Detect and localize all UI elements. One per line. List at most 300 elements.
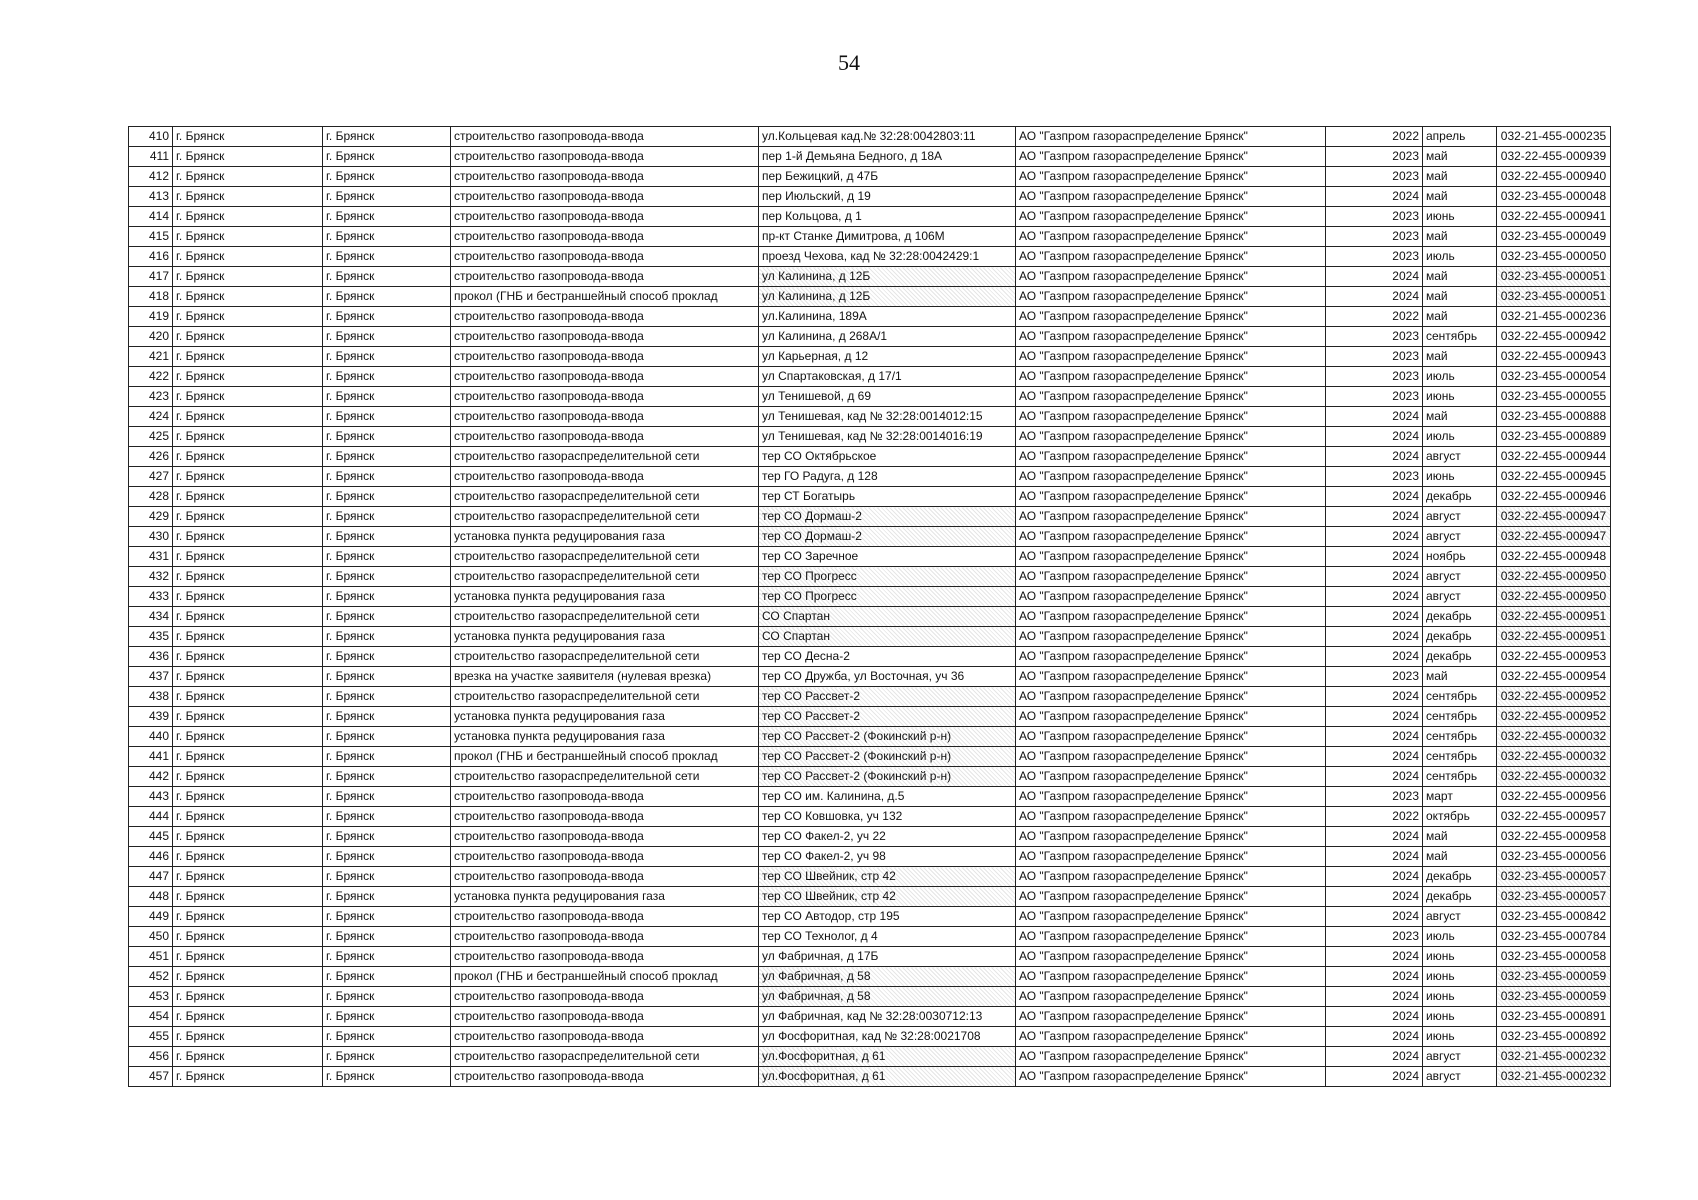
cell-locality-1: г. Брянск bbox=[173, 947, 323, 967]
cell-address: тер СО Швейник, стр 42 bbox=[759, 867, 1016, 887]
cell-month: июль bbox=[1423, 247, 1497, 267]
cell-registry-code: 032-22-455-000941 bbox=[1497, 207, 1611, 227]
cell-year: 2024 bbox=[1326, 827, 1423, 847]
cell-organization: АО "Газпром газораспределение Брянск" bbox=[1016, 807, 1326, 827]
cell-locality-1: г. Брянск bbox=[173, 867, 323, 887]
cell-month: май bbox=[1423, 147, 1497, 167]
cell-year: 2024 bbox=[1326, 847, 1423, 867]
cell-locality-2: г. Брянск bbox=[323, 787, 451, 807]
cell-month: август bbox=[1423, 447, 1497, 467]
cell-address: ул Фабричная, кад № 32:28:0030712:13 bbox=[759, 1007, 1016, 1027]
cell-year: 2024 bbox=[1326, 287, 1423, 307]
cell-work-type: установка пункта редуцирования газа bbox=[451, 727, 759, 747]
cell-work-type: строительство газопровода-ввода bbox=[451, 1007, 759, 1027]
cell-month: март bbox=[1423, 787, 1497, 807]
cell-row-number: 452 bbox=[129, 967, 173, 987]
cell-locality-2: г. Брянск bbox=[323, 127, 451, 147]
cell-registry-code: 032-23-455-000058 bbox=[1497, 947, 1611, 967]
cell-locality-2: г. Брянск bbox=[323, 307, 451, 327]
cell-organization: АО "Газпром газораспределение Брянск" bbox=[1016, 1047, 1326, 1067]
table-row bbox=[129, 167, 1611, 187]
cell-work-type: установка пункта редуцирования газа bbox=[451, 527, 759, 547]
cell-locality-1: г. Брянск bbox=[173, 887, 323, 907]
cell-locality-1: г. Брянск bbox=[173, 707, 323, 727]
cell-locality-2: г. Брянск bbox=[323, 547, 451, 567]
cell-year: 2024 bbox=[1326, 1067, 1423, 1087]
cell-locality-1: г. Брянск bbox=[173, 147, 323, 167]
cell-locality-1: г. Брянск bbox=[173, 407, 323, 427]
cell-organization: АО "Газпром газораспределение Брянск" bbox=[1016, 707, 1326, 727]
cell-address: СО Спартан bbox=[759, 607, 1016, 627]
table-row bbox=[129, 927, 1611, 947]
cell-row-number: 432 bbox=[129, 567, 173, 587]
table-row bbox=[129, 567, 1611, 587]
cell-locality-2: г. Брянск bbox=[323, 287, 451, 307]
cell-month: август bbox=[1423, 567, 1497, 587]
cell-locality-2: г. Брянск bbox=[323, 587, 451, 607]
cell-month: май bbox=[1423, 187, 1497, 207]
cell-month: июнь bbox=[1423, 387, 1497, 407]
cell-month: июль bbox=[1423, 367, 1497, 387]
cell-work-type: строительство газопровода-ввода bbox=[451, 267, 759, 287]
table-row bbox=[129, 507, 1611, 527]
cell-registry-code: 032-23-455-000055 bbox=[1497, 387, 1611, 407]
cell-year: 2024 bbox=[1326, 747, 1423, 767]
cell-row-number: 441 bbox=[129, 747, 173, 767]
cell-address: ул Калинина, д 12Б bbox=[759, 287, 1016, 307]
cell-organization: АО "Газпром газораспределение Брянск" bbox=[1016, 407, 1326, 427]
cell-organization: АО "Газпром газораспределение Брянск" bbox=[1016, 907, 1326, 927]
cell-registry-code: 032-23-455-000054 bbox=[1497, 367, 1611, 387]
cell-locality-2: г. Брянск bbox=[323, 147, 451, 167]
cell-year: 2023 bbox=[1326, 667, 1423, 687]
cell-registry-code: 032-22-455-000958 bbox=[1497, 827, 1611, 847]
cell-address: тер СО Рассвет-2 bbox=[759, 687, 1016, 707]
cell-locality-2: г. Брянск bbox=[323, 347, 451, 367]
cell-organization: АО "Газпром газораспределение Брянск" bbox=[1016, 927, 1326, 947]
cell-work-type: строительство газопровода-ввода bbox=[451, 227, 759, 247]
cell-registry-code: 032-23-455-000059 bbox=[1497, 967, 1611, 987]
cell-month: декабрь bbox=[1423, 647, 1497, 667]
cell-registry-code: 032-22-455-000032 bbox=[1497, 767, 1611, 787]
table-row bbox=[129, 247, 1611, 267]
table-row bbox=[129, 487, 1611, 507]
cell-work-type: строительство газораспределительной сети bbox=[451, 647, 759, 667]
cell-organization: АО "Газпром газораспределение Брянск" bbox=[1016, 667, 1326, 687]
cell-row-number: 416 bbox=[129, 247, 173, 267]
cell-locality-2: г. Брянск bbox=[323, 647, 451, 667]
cell-locality-1: г. Брянск bbox=[173, 987, 323, 1007]
cell-month: сентябрь bbox=[1423, 727, 1497, 747]
cell-locality-1: г. Брянск bbox=[173, 687, 323, 707]
cell-locality-2: г. Брянск bbox=[323, 707, 451, 727]
registry-rows bbox=[129, 127, 1611, 1087]
table-row bbox=[129, 307, 1611, 327]
cell-organization: АО "Газпром газораспределение Брянск" bbox=[1016, 467, 1326, 487]
cell-row-number: 429 bbox=[129, 507, 173, 527]
cell-locality-2: г. Брянск bbox=[323, 227, 451, 247]
cell-address: ул Тенишевая, кад № 32:28:0014012:15 bbox=[759, 407, 1016, 427]
cell-locality-1: г. Брянск bbox=[173, 907, 323, 927]
cell-row-number: 453 bbox=[129, 987, 173, 1007]
cell-locality-2: г. Брянск bbox=[323, 487, 451, 507]
cell-registry-code: 032-22-455-000939 bbox=[1497, 147, 1611, 167]
cell-address: тер СО им. Калинина, д.5 bbox=[759, 787, 1016, 807]
table-row bbox=[129, 367, 1611, 387]
cell-work-type: строительство газораспределительной сети bbox=[451, 487, 759, 507]
cell-year: 2023 bbox=[1326, 467, 1423, 487]
cell-locality-2: г. Брянск bbox=[323, 167, 451, 187]
cell-address: тер СО Прогресс bbox=[759, 587, 1016, 607]
cell-locality-1: г. Брянск bbox=[173, 427, 323, 447]
cell-registry-code: 032-22-455-000952 bbox=[1497, 707, 1611, 727]
cell-month: август bbox=[1423, 587, 1497, 607]
cell-address: тер СО Ковшовка, уч 132 bbox=[759, 807, 1016, 827]
cell-row-number: 440 bbox=[129, 727, 173, 747]
cell-address: тер СО Факел-2, уч 22 bbox=[759, 827, 1016, 847]
cell-registry-code: 032-23-455-000051 bbox=[1497, 267, 1611, 287]
cell-address: ул.Калинина, 189А bbox=[759, 307, 1016, 327]
cell-address: пер 1-й Демьяна Бедного, д 18А bbox=[759, 147, 1016, 167]
cell-locality-1: г. Брянск bbox=[173, 967, 323, 987]
table-row bbox=[129, 1007, 1611, 1027]
cell-address: пер Июльский, д 19 bbox=[759, 187, 1016, 207]
table-row bbox=[129, 387, 1611, 407]
cell-month: ноябрь bbox=[1423, 547, 1497, 567]
cell-locality-1: г. Брянск bbox=[173, 287, 323, 307]
cell-row-number: 419 bbox=[129, 307, 173, 327]
cell-row-number: 456 bbox=[129, 1047, 173, 1067]
cell-locality-1: г. Брянск bbox=[173, 727, 323, 747]
cell-locality-2: г. Брянск bbox=[323, 1007, 451, 1027]
cell-month: сентябрь bbox=[1423, 327, 1497, 347]
cell-month: декабрь bbox=[1423, 887, 1497, 907]
cell-registry-code: 032-21-455-000235 bbox=[1497, 127, 1611, 147]
cell-organization: АО "Газпром газораспределение Брянск" bbox=[1016, 787, 1326, 807]
cell-row-number: 434 bbox=[129, 607, 173, 627]
cell-year: 2023 bbox=[1326, 787, 1423, 807]
cell-organization: АО "Газпром газораспределение Брянск" bbox=[1016, 307, 1326, 327]
cell-year: 2023 bbox=[1326, 247, 1423, 267]
cell-year: 2024 bbox=[1326, 187, 1423, 207]
cell-year: 2024 bbox=[1326, 947, 1423, 967]
cell-year: 2024 bbox=[1326, 887, 1423, 907]
cell-row-number: 446 bbox=[129, 847, 173, 867]
cell-registry-code: 032-22-455-000951 bbox=[1497, 627, 1611, 647]
cell-locality-1: г. Брянск bbox=[173, 367, 323, 387]
cell-work-type: строительство газораспределительной сети bbox=[451, 1047, 759, 1067]
cell-month: июнь bbox=[1423, 467, 1497, 487]
cell-month: август bbox=[1423, 507, 1497, 527]
cell-row-number: 430 bbox=[129, 527, 173, 547]
cell-year: 2024 bbox=[1326, 1027, 1423, 1047]
cell-work-type: строительство газопровода-ввода bbox=[451, 947, 759, 967]
cell-row-number: 410 bbox=[129, 127, 173, 147]
table-row bbox=[129, 1047, 1611, 1067]
cell-month: сентябрь bbox=[1423, 707, 1497, 727]
cell-work-type: строительство газопровода-ввода bbox=[451, 247, 759, 267]
cell-locality-2: г. Брянск bbox=[323, 507, 451, 527]
cell-locality-1: г. Брянск bbox=[173, 187, 323, 207]
cell-address: ул Тенишевой, д 69 bbox=[759, 387, 1016, 407]
cell-locality-2: г. Брянск bbox=[323, 427, 451, 447]
cell-month: июнь bbox=[1423, 1007, 1497, 1027]
cell-work-type: строительство газопровода-ввода bbox=[451, 387, 759, 407]
table-row bbox=[129, 907, 1611, 927]
cell-work-type: строительство газопровода-ввода bbox=[451, 807, 759, 827]
cell-organization: АО "Газпром газораспределение Брянск" bbox=[1016, 607, 1326, 627]
cell-organization: АО "Газпром газораспределение Брянск" bbox=[1016, 1007, 1326, 1027]
cell-organization: АО "Газпром газораспределение Брянск" bbox=[1016, 987, 1326, 1007]
cell-work-type: строительство газопровода-ввода bbox=[451, 1067, 759, 1087]
cell-row-number: 424 bbox=[129, 407, 173, 427]
cell-registry-code: 032-22-455-000950 bbox=[1497, 587, 1611, 607]
cell-row-number: 412 bbox=[129, 167, 173, 187]
table-row bbox=[129, 347, 1611, 367]
cell-month: июнь bbox=[1423, 1027, 1497, 1047]
cell-year: 2024 bbox=[1326, 587, 1423, 607]
cell-row-number: 426 bbox=[129, 447, 173, 467]
cell-year: 2023 bbox=[1326, 227, 1423, 247]
cell-address: пер Кольцова, д 1 bbox=[759, 207, 1016, 227]
cell-month: май bbox=[1423, 667, 1497, 687]
cell-locality-1: г. Брянск bbox=[173, 127, 323, 147]
cell-locality-1: г. Брянск bbox=[173, 1067, 323, 1087]
cell-work-type: врезка на участке заявителя (нулевая врезка) bbox=[451, 667, 759, 687]
cell-month: декабрь bbox=[1423, 867, 1497, 887]
cell-address: ул Калинина, д 268А/1 bbox=[759, 327, 1016, 347]
cell-locality-2: г. Брянск bbox=[323, 607, 451, 627]
cell-registry-code: 032-22-455-000946 bbox=[1497, 487, 1611, 507]
cell-work-type: строительство газопровода-ввода bbox=[451, 147, 759, 167]
cell-work-type: строительство газопровода-ввода bbox=[451, 827, 759, 847]
cell-locality-1: г. Брянск bbox=[173, 327, 323, 347]
cell-address: тер СО Рассвет-2 (Фокинский р-н) bbox=[759, 747, 1016, 767]
cell-locality-1: г. Брянск bbox=[173, 807, 323, 827]
cell-row-number: 414 bbox=[129, 207, 173, 227]
cell-registry-code: 032-23-455-000057 bbox=[1497, 887, 1611, 907]
cell-year: 2024 bbox=[1326, 687, 1423, 707]
cell-locality-2: г. Брянск bbox=[323, 1027, 451, 1047]
cell-row-number: 431 bbox=[129, 547, 173, 567]
cell-month: октябрь bbox=[1423, 807, 1497, 827]
cell-organization: АО "Газпром газораспределение Брянск" bbox=[1016, 347, 1326, 367]
cell-row-number: 455 bbox=[129, 1027, 173, 1047]
cell-organization: АО "Газпром газораспределение Брянск" bbox=[1016, 887, 1326, 907]
cell-organization: АО "Газпром газораспределение Брянск" bbox=[1016, 327, 1326, 347]
table-row bbox=[129, 207, 1611, 227]
cell-month: май bbox=[1423, 847, 1497, 867]
cell-locality-2: г. Брянск bbox=[323, 807, 451, 827]
cell-organization: АО "Газпром газораспределение Брянск" bbox=[1016, 727, 1326, 747]
cell-organization: АО "Газпром газораспределение Брянск" bbox=[1016, 547, 1326, 567]
cell-row-number: 451 bbox=[129, 947, 173, 967]
cell-registry-code: 032-22-455-000947 bbox=[1497, 507, 1611, 527]
cell-year: 2024 bbox=[1326, 547, 1423, 567]
cell-year: 2023 bbox=[1326, 167, 1423, 187]
cell-organization: АО "Газпром газораспределение Брянск" bbox=[1016, 447, 1326, 467]
cell-year: 2023 bbox=[1326, 927, 1423, 947]
cell-locality-2: г. Брянск bbox=[323, 887, 451, 907]
table-row bbox=[129, 527, 1611, 547]
cell-organization: АО "Газпром газораспределение Брянск" bbox=[1016, 127, 1326, 147]
cell-address: тер СО Факел-2, уч 98 bbox=[759, 847, 1016, 867]
cell-organization: АО "Газпром газораспределение Брянск" bbox=[1016, 227, 1326, 247]
cell-year: 2024 bbox=[1326, 607, 1423, 627]
cell-work-type: строительство газопровода-ввода bbox=[451, 1027, 759, 1047]
cell-locality-1: г. Брянск bbox=[173, 387, 323, 407]
cell-address: ул.Фосфоритная, д 61 bbox=[759, 1047, 1016, 1067]
cell-month: май bbox=[1423, 407, 1497, 427]
cell-row-number: 435 bbox=[129, 627, 173, 647]
cell-locality-1: г. Брянск bbox=[173, 227, 323, 247]
cell-registry-code: 032-22-455-000945 bbox=[1497, 467, 1611, 487]
cell-registry-code: 032-22-455-000940 bbox=[1497, 167, 1611, 187]
table-row bbox=[129, 447, 1611, 467]
cell-row-number: 443 bbox=[129, 787, 173, 807]
table-row bbox=[129, 787, 1611, 807]
cell-month: август bbox=[1423, 1067, 1497, 1087]
cell-row-number: 449 bbox=[129, 907, 173, 927]
table-row bbox=[129, 547, 1611, 567]
cell-organization: АО "Газпром газораспределение Брянск" bbox=[1016, 967, 1326, 987]
cell-address: тер СО Рассвет-2 (Фокинский р-н) bbox=[759, 767, 1016, 787]
cell-work-type: строительство газораспределительной сети bbox=[451, 507, 759, 527]
cell-locality-1: г. Брянск bbox=[173, 787, 323, 807]
cell-registry-code: 032-22-455-000942 bbox=[1497, 327, 1611, 347]
table-row bbox=[129, 727, 1611, 747]
cell-registry-code: 032-22-455-000954 bbox=[1497, 667, 1611, 687]
cell-locality-2: г. Брянск bbox=[323, 187, 451, 207]
cell-row-number: 445 bbox=[129, 827, 173, 847]
cell-locality-1: г. Брянск bbox=[173, 447, 323, 467]
cell-row-number: 423 bbox=[129, 387, 173, 407]
cell-month: апрель bbox=[1423, 127, 1497, 147]
cell-row-number: 411 bbox=[129, 147, 173, 167]
cell-year: 2022 bbox=[1326, 127, 1423, 147]
cell-work-type: прокол (ГНБ и бестраншейный способ проклад bbox=[451, 287, 759, 307]
cell-address: тер СО Рассвет-2 bbox=[759, 707, 1016, 727]
cell-month: май bbox=[1423, 287, 1497, 307]
cell-locality-1: г. Брянск bbox=[173, 247, 323, 267]
cell-registry-code: 032-22-455-000947 bbox=[1497, 527, 1611, 547]
cell-row-number: 439 bbox=[129, 707, 173, 727]
cell-organization: АО "Газпром газораспределение Брянск" bbox=[1016, 427, 1326, 447]
cell-locality-1: г. Брянск bbox=[173, 567, 323, 587]
cell-locality-2: г. Брянск bbox=[323, 947, 451, 967]
table-row bbox=[129, 867, 1611, 887]
cell-work-type: установка пункта редуцирования газа bbox=[451, 587, 759, 607]
cell-locality-1: г. Брянск bbox=[173, 847, 323, 867]
cell-locality-1: г. Брянск bbox=[173, 747, 323, 767]
cell-locality-1: г. Брянск bbox=[173, 307, 323, 327]
cell-work-type: строительство газопровода-ввода bbox=[451, 907, 759, 927]
table-row bbox=[129, 1027, 1611, 1047]
cell-address: СО Спартан bbox=[759, 627, 1016, 647]
cell-row-number: 433 bbox=[129, 587, 173, 607]
table-row bbox=[129, 467, 1611, 487]
cell-organization: АО "Газпром газораспределение Брянск" bbox=[1016, 747, 1326, 767]
table-row bbox=[129, 767, 1611, 787]
cell-year: 2024 bbox=[1326, 907, 1423, 927]
cell-registry-code: 032-23-455-000048 bbox=[1497, 187, 1611, 207]
cell-row-number: 442 bbox=[129, 767, 173, 787]
registry-table bbox=[128, 126, 1611, 1087]
table-row bbox=[129, 947, 1611, 967]
cell-organization: АО "Газпром газораспределение Брянск" bbox=[1016, 507, 1326, 527]
cell-row-number: 437 bbox=[129, 667, 173, 687]
cell-locality-1: г. Брянск bbox=[173, 767, 323, 787]
cell-locality-1: г. Брянск bbox=[173, 927, 323, 947]
cell-month: май bbox=[1423, 267, 1497, 287]
cell-address: ул Фосфоритная, кад № 32:28:0021708 bbox=[759, 1027, 1016, 1047]
cell-registry-code: 032-23-455-000056 bbox=[1497, 847, 1611, 867]
cell-organization: АО "Газпром газораспределение Брянск" bbox=[1016, 527, 1326, 547]
cell-address: тер СО Октябрьское bbox=[759, 447, 1016, 467]
cell-row-number: 413 bbox=[129, 187, 173, 207]
cell-work-type: установка пункта редуцирования газа bbox=[451, 707, 759, 727]
cell-work-type: строительство газопровода-ввода bbox=[451, 787, 759, 807]
cell-locality-1: г. Брянск bbox=[173, 487, 323, 507]
cell-organization: АО "Газпром газораспределение Брянск" bbox=[1016, 867, 1326, 887]
cell-year: 2024 bbox=[1326, 1007, 1423, 1027]
cell-locality-1: г. Брянск bbox=[173, 667, 323, 687]
cell-year: 2024 bbox=[1326, 447, 1423, 467]
cell-row-number: 438 bbox=[129, 687, 173, 707]
table-row bbox=[129, 627, 1611, 647]
cell-work-type: прокол (ГНБ и бестраншейный способ проклад bbox=[451, 747, 759, 767]
cell-address: тер СО Технолог, д 4 bbox=[759, 927, 1016, 947]
cell-registry-code: 032-22-455-000956 bbox=[1497, 787, 1611, 807]
cell-month: май bbox=[1423, 307, 1497, 327]
table-row bbox=[129, 187, 1611, 207]
cell-address: ул Калинина, д 12Б bbox=[759, 267, 1016, 287]
cell-address: ул Фабричная, д 17Б bbox=[759, 947, 1016, 967]
cell-organization: АО "Газпром газораспределение Брянск" bbox=[1016, 627, 1326, 647]
cell-registry-code: 032-22-455-000951 bbox=[1497, 607, 1611, 627]
cell-organization: АО "Газпром газораспределение Брянск" bbox=[1016, 147, 1326, 167]
cell-row-number: 422 bbox=[129, 367, 173, 387]
cell-address: тер СО Дормаш-2 bbox=[759, 507, 1016, 527]
cell-year: 2024 bbox=[1326, 487, 1423, 507]
cell-month: декабрь bbox=[1423, 607, 1497, 627]
cell-registry-code: 032-23-455-000888 bbox=[1497, 407, 1611, 427]
cell-work-type: строительство газораспределительной сети bbox=[451, 567, 759, 587]
cell-year: 2024 bbox=[1326, 707, 1423, 727]
cell-registry-code: 032-23-455-000057 bbox=[1497, 867, 1611, 887]
cell-row-number: 450 bbox=[129, 927, 173, 947]
cell-work-type: строительство газопровода-ввода bbox=[451, 307, 759, 327]
cell-row-number: 425 bbox=[129, 427, 173, 447]
cell-organization: АО "Газпром газораспределение Брянск" bbox=[1016, 487, 1326, 507]
cell-locality-2: г. Брянск bbox=[323, 827, 451, 847]
cell-address: тер СО Заречное bbox=[759, 547, 1016, 567]
cell-work-type: строительство газопровода-ввода bbox=[451, 407, 759, 427]
cell-registry-code: 032-23-455-000049 bbox=[1497, 227, 1611, 247]
cell-locality-1: г. Брянск bbox=[173, 167, 323, 187]
cell-registry-code: 032-23-455-000050 bbox=[1497, 247, 1611, 267]
table-row bbox=[129, 687, 1611, 707]
cell-work-type: установка пункта редуцирования газа bbox=[451, 887, 759, 907]
page-number: 54 bbox=[838, 50, 860, 75]
cell-registry-code: 032-22-455-000943 bbox=[1497, 347, 1611, 367]
table-row bbox=[129, 267, 1611, 287]
cell-year: 2022 bbox=[1326, 307, 1423, 327]
cell-month: июнь bbox=[1423, 207, 1497, 227]
cell-locality-2: г. Брянск bbox=[323, 327, 451, 347]
table-row bbox=[129, 587, 1611, 607]
cell-registry-code: 032-21-455-000232 bbox=[1497, 1067, 1611, 1087]
